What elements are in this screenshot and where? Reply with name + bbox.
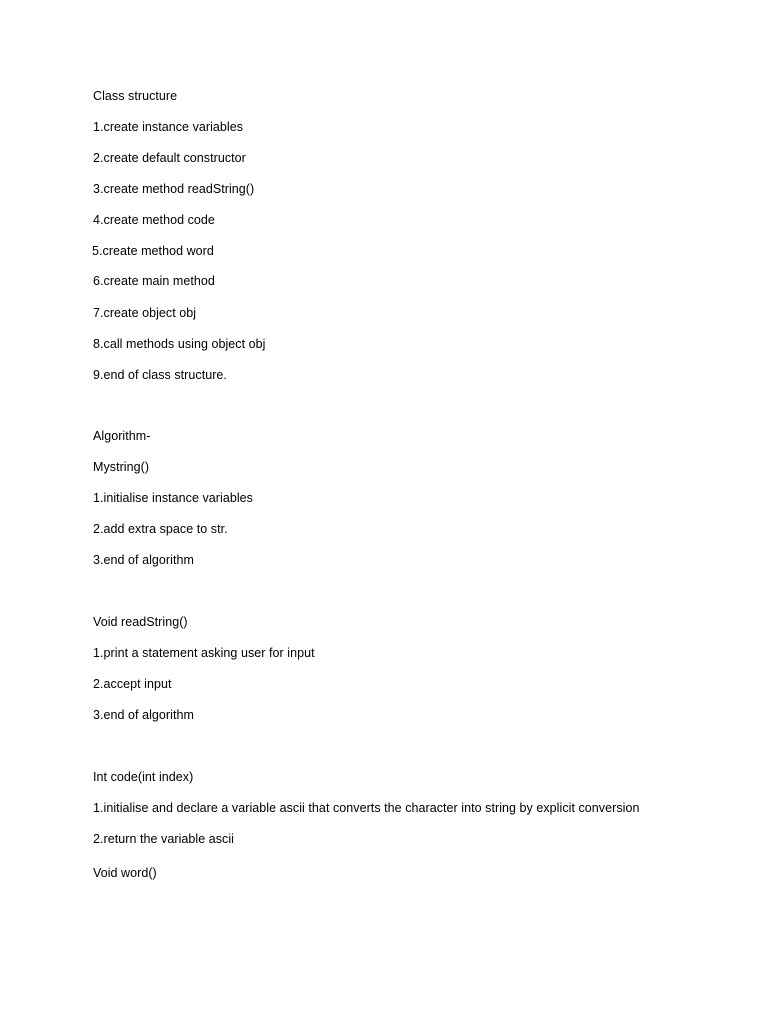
class-structure-step-7: 7.create object obj [93,306,197,320]
class-structure-heading: Class structure [93,89,178,103]
readstring-step-2: 2.accept input [93,677,172,691]
class-structure-step-4: 4.create method code [93,213,215,227]
class-structure-step-3: 3.create method readString() [93,182,255,196]
mystring-step-1: 1.initialise instance variables [93,491,253,505]
code-heading: Int code(int index) [93,770,194,784]
code-step-2: 2.return the variable ascii [93,832,235,846]
class-structure-step-2: 2.create default constructor [93,151,246,165]
algorithm-heading: Algorithm- [93,429,151,443]
readstring-step-3: 3.end of algorithm [93,708,194,722]
word-heading: Void word() [93,866,157,880]
code-step-1: 1.initialise and declare a variable ascii that converts the character into string by explicit conversion [93,801,640,815]
class-structure-step-9: 9.end of class structure. [93,368,227,382]
mystring-step-3: 3.end of algorithm [93,553,194,567]
readstring-step-1: 1.print a statement asking user for input [93,646,315,660]
mystring-step-2: 2.add extra space to str. [93,522,228,536]
class-structure-step-8: 8.call methods using object obj [93,337,266,351]
readstring-heading: Void readString() [93,615,188,629]
mystring-heading: Mystring() [93,460,150,474]
class-structure-step-1: 1.create instance variables [93,120,244,134]
class-structure-step-5: 5.create method word [92,244,214,258]
class-structure-step-6: 6.create main method [93,274,215,288]
